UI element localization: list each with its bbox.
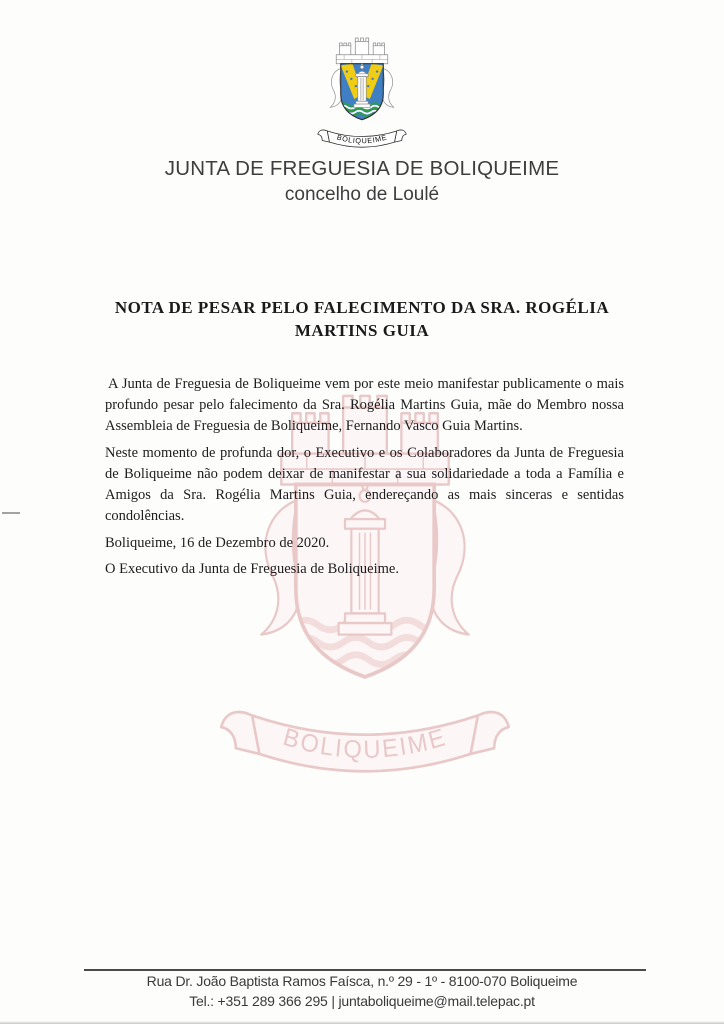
coat-of-arms-art	[306, 22, 418, 157]
text-line: profundo pesar pelo falecimento da Sra. Rogélia Martins Guia, mãe do Membro nossa	[105, 397, 624, 413]
text-line: de Boliqueime não podem deixar de manifestar a sua solidariedade a toda a Família e	[105, 466, 624, 482]
text-line: Amigos da Sra. Rogélia Martins Guia, endereçando as mais sinceras e sentidas	[105, 487, 624, 503]
signoff: O Executivo da Junta de Freguesia de Boliqueime.	[105, 561, 399, 577]
coat-of-arms	[306, 22, 418, 157]
footer-address: Rua Dr. João Baptista Ramos Faísca, n.º 29 - 1º - 8100-070 Boliqueime	[146, 973, 578, 989]
dateline: Boliqueime, 16 de Dezembro de 2020.	[105, 535, 330, 551]
org-subtitle: concelho de Loulé	[284, 184, 440, 205]
text-line: A Junta de Freguesia de Boliqueime vem por este meio manifestar publicamente o mais	[108, 376, 624, 392]
paragraph-2	[105, 443, 624, 527]
paragraph-1	[105, 374, 624, 437]
document-title	[60, 296, 664, 342]
text-line: condolências.	[105, 508, 185, 524]
footer-divider	[84, 969, 646, 971]
fold-mark	[2, 512, 20, 514]
text-line: Neste momento de profunda dor, o Executivo e os Colaboradores da Junta de Freguesia	[105, 445, 624, 461]
text-line: Assembleia de Freguesia de Boliqueime, Fernando Vasco Guia Martins.	[105, 418, 523, 434]
footer-contact: Tel.: +351 289 366 295 | juntaboliqueime@mail.telepac.pt	[189, 993, 535, 1009]
document-title-line-2: MARTINS GUIA	[294, 321, 430, 340]
org-name: JUNTA DE FREGUESIA DE BOLIQUEIME	[164, 157, 560, 180]
document-title-line-1: NOTA DE PESAR PELO FALECIMENTO DA SRA. ROGÉLIA	[114, 298, 610, 317]
document-body	[105, 374, 624, 580]
